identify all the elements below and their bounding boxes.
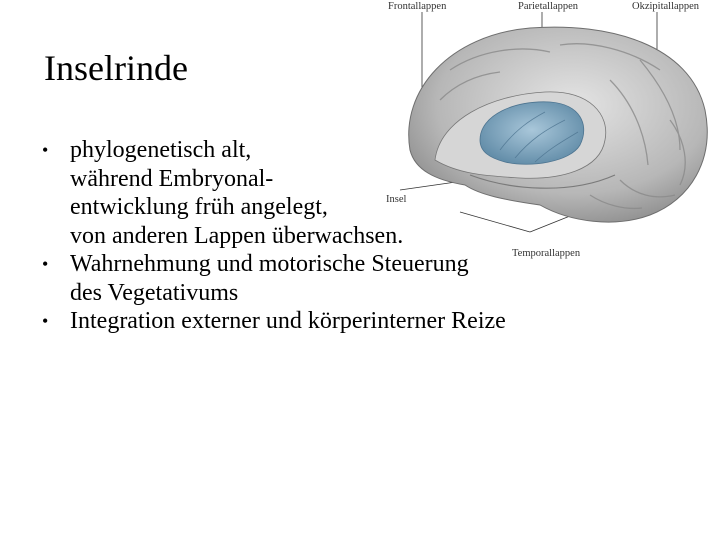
label-occipital: Okzipitallappen bbox=[632, 1, 700, 12]
bullet-item bbox=[42, 250, 682, 307]
label-insula: Insel bbox=[386, 194, 407, 205]
bullet-line: Integration externer und körperinterner Reize bbox=[70, 308, 506, 334]
bullet-line: des Vegetativums bbox=[70, 279, 239, 306]
bullet-line: entwicklung früh angelegt, bbox=[70, 194, 328, 220]
label-temporal: Temporallappen bbox=[512, 248, 581, 259]
bullet-list bbox=[42, 136, 682, 336]
bullet-marker: • bbox=[42, 254, 49, 274]
bullet-marker: • bbox=[42, 311, 49, 331]
bullet-item bbox=[42, 136, 682, 250]
bullet-line: von anderen Lappen überwachsen. bbox=[70, 222, 404, 249]
slide-title: Inselrinde bbox=[44, 48, 188, 88]
bullet-line: phylogenetisch alt, bbox=[70, 137, 252, 163]
label-frontal: Frontallappen bbox=[388, 1, 447, 12]
bullet-line: Wahrnehmung und motorische Steuerung bbox=[70, 251, 469, 277]
bullet-line: während Embryonal- bbox=[70, 165, 274, 192]
bullet-marker: • bbox=[42, 140, 49, 160]
label-parietal: Parietallappen bbox=[518, 1, 579, 12]
bullet-item bbox=[42, 307, 682, 336]
